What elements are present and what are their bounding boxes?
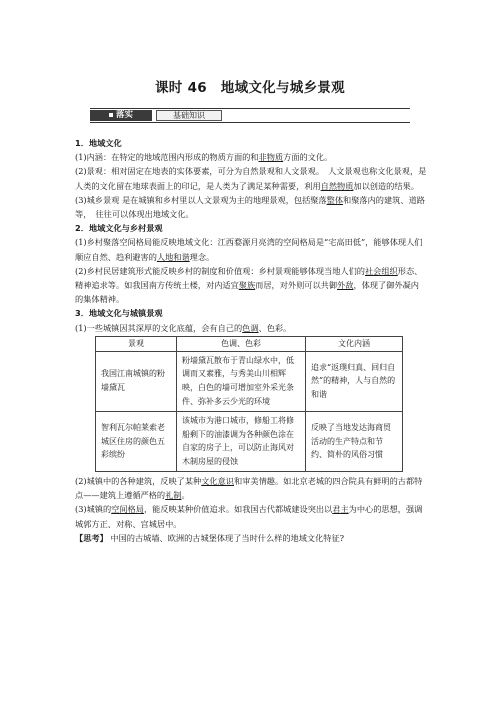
table-cell: 该城市为港口城市，修船工将修船剩下的油漆调为各种颜色涂在自家的房子上，可以防止海风对木制房屋的侵蚀 (177, 411, 306, 471)
underlined-term: 君主 (332, 504, 349, 515)
section-heading-2: 2．地域文化与乡村景观 (75, 223, 163, 234)
think-label: 【思考】 (75, 532, 108, 543)
table-header: 色调、色彩 (177, 336, 306, 351)
underlined-term: 社会组织 (364, 265, 398, 276)
paragraph: (2)城镇中的各种建筑，反映了某种文化意识和审美情趣。如北京老城的四合院具有鲜明的古都特点——建筑上遵循严格的礼制。 (75, 476, 423, 501)
underlined-term: 自然物质 (320, 180, 354, 191)
table-cell: 粉墙黛瓦散布于青山绿水中，低调而又素雅，与秀美山川相辉映，白色的墙可增加室外采光条件、弥补多云少光的环境 (177, 351, 306, 411)
paragraph: (1)一些城镇因其深厚的文化底蕴，会有自己的色调、色彩。 (75, 322, 292, 333)
paragraph: (1)内涵：在特定的地域范围内形成的物质方面的和非物质方面的文化。 (75, 152, 333, 163)
page-title: 课时 46 地域文化与城乡景观 (155, 80, 345, 96)
underlined-term: 非物质 (258, 152, 284, 163)
section-heading-1: 1．地域文化 (75, 138, 122, 148)
table-header-row (96, 336, 403, 351)
table-row (96, 351, 403, 411)
paragraph: (3)城镇的空间格局，能反映某种价值追求。如我国古代都城建设突出以君主为中心的思想，强调城郭方正、对称、宫城居中。 (75, 504, 423, 529)
table-cell: 智利瓦尔帕莱索老城区住房的颜色五彩缤纷 (96, 411, 177, 471)
table-header: 景观 (96, 336, 177, 351)
underlined-term: 礼制 (165, 490, 182, 501)
banner-label: 基础知识 (156, 110, 222, 121)
underlined-term: 文化意识 (201, 476, 234, 487)
underlined-term: 色调 (242, 322, 259, 333)
table-cell: 追求“返璞归真、回归自然”的精神，人与自然的和谐 (306, 351, 403, 411)
think-text: 中国的古城墙、欧洲的古城堡体现了当时什么样的地域文化特征? (110, 532, 345, 543)
content (75, 136, 427, 545)
culture-table (95, 336, 403, 472)
table-cell: 反映了当地发达海商贸活动的生产特点和节约、简朴的风俗习惯 (306, 411, 403, 471)
table-row (96, 411, 403, 471)
section-heading-3: 3．地域文化与城镇景观 (75, 308, 163, 319)
think-question (75, 531, 427, 545)
banner-tag-text: 落实 (115, 110, 133, 120)
paragraph: (2)景观：相对固定在地表的实体要素，可分为自然景观和人文景观。 人文景观也称文化景观，是人类的文化留在地球表面上的印记，是人类为了满足某种需要，利用自然物质加以创造的结果。 (75, 166, 427, 191)
paragraph: (2)乡村民居建筑形式能反映乡村的制度和价值观：乡村景观能够体现当地人们的社会组织形态、精神追求等。如我国南方传统土楼，对内适宜聚族而居，对外则可以共御外敌，体现了御外凝内的集体精神。 (75, 265, 423, 305)
section-banner (90, 108, 410, 123)
underlined-term: 整体 (326, 194, 344, 205)
underlined-term: 空间格局 (111, 504, 144, 515)
table-header: 文化内涵 (306, 336, 403, 351)
underlined-term: 人地和谐 (156, 251, 190, 262)
square-icon (109, 113, 113, 117)
banner-tag (90, 110, 152, 121)
table-cell: 我国江南城镇的粉墙黛瓦 (96, 351, 177, 411)
underlined-term: 聚族 (238, 280, 256, 291)
underlined-term: 外敌 (337, 280, 354, 291)
paragraph: (1)乡村聚落空间格局能反映地域文化：江西婺源月亮湾的空间格局是“宅高田低”，能够体现人们顺应自然、趋利避害的人地和谐理念。 (75, 237, 423, 262)
paragraph: (3)城乡景观 是在城镇和乡村里以人文景观为主的地理景观，包括聚落整体和聚落内的建筑、道路等， 往往可以体现出地域文化。 (75, 194, 425, 220)
